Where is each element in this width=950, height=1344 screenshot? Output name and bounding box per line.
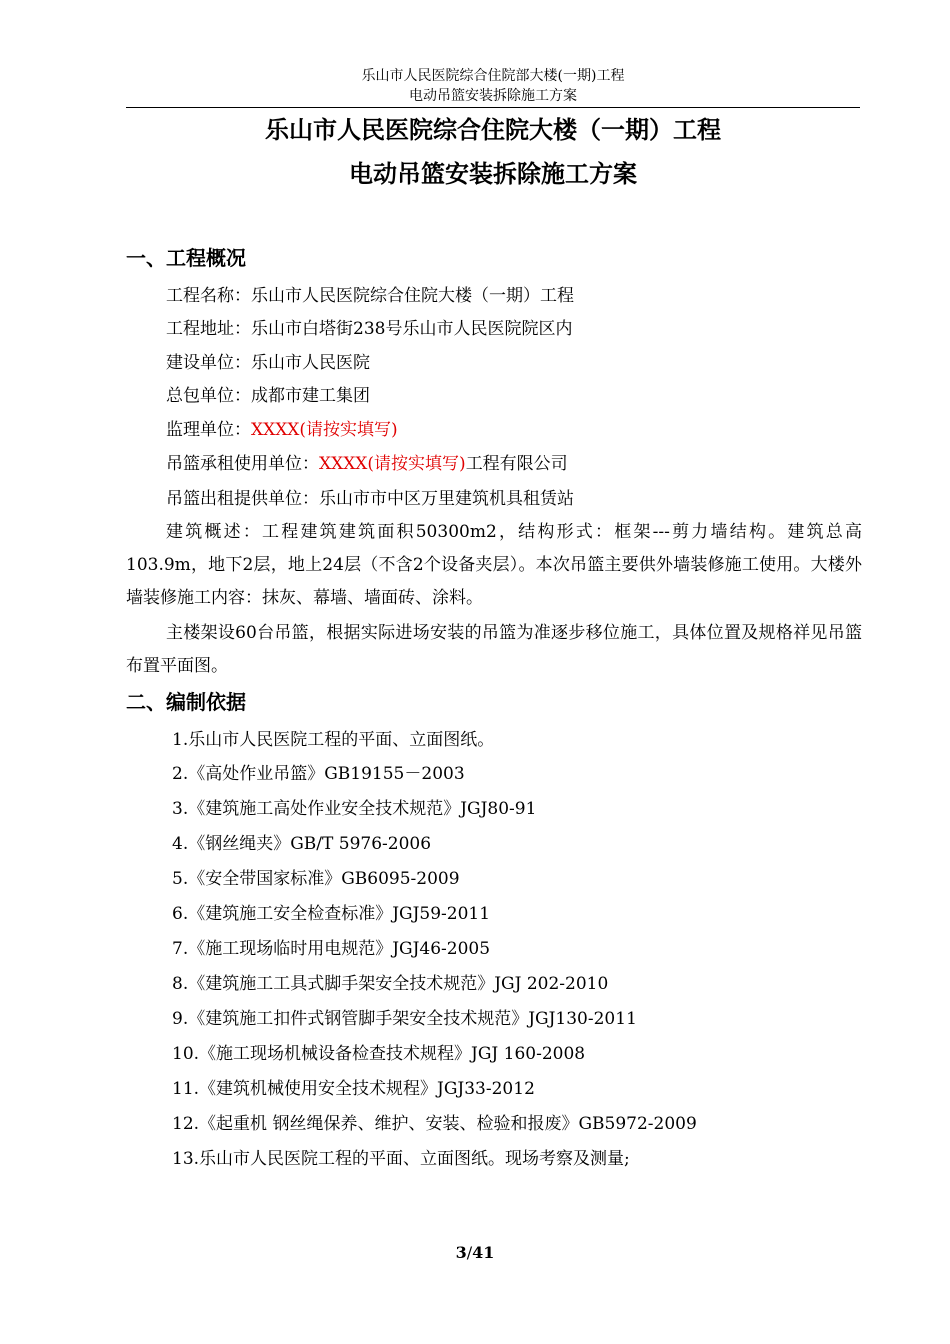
project-address: 工程地址：乐山市白塔街238号乐山市人民医院院区内	[166, 319, 573, 339]
supervisor-unit	[166, 417, 398, 443]
basis-item: 3.《建筑施工高处作业安全技术规范》JGJ80-91	[172, 799, 537, 819]
page-number	[0, 1242, 950, 1264]
running-header-project: 乐山市人民医院综合住院部大楼(一期)工程	[361, 68, 625, 84]
running-header-doc: 电动吊篮安装拆除施工方案	[409, 88, 577, 104]
basis-item: 13.乐山市人民医院工程的平面、立面图纸。现场考察及测量;	[172, 1149, 630, 1169]
basis-item: 6.《建筑施工安全检查标准》JGJ59-2011	[172, 904, 491, 924]
document-title-project: 乐山市人民医院综合住院大楼（一期）工程	[265, 116, 721, 144]
supervisor-placeholder: XXXX(请按实填写)	[251, 420, 398, 440]
basis-item: 10.《施工现场机械设备检查技术规程》JGJ 160-2008	[172, 1044, 586, 1064]
lessor-unit: 吊篮出租提供单位：乐山市市中区万里建筑机具租赁站	[166, 489, 574, 509]
header-divider	[126, 107, 860, 108]
basis-item: 1.乐山市人民医院工程的平面、立面图纸。	[172, 730, 495, 750]
general-contractor: 总包单位：成都市建工集团	[166, 386, 370, 406]
basis-item: 7.《施工现场临时用电规范》JGJ46-2005	[172, 939, 491, 959]
section-heading-overview: 一、工程概况	[126, 246, 246, 270]
project-name: 工程名称：乐山市人民医院综合住院大楼（一期）工程	[166, 286, 574, 306]
basis-item: 4.《钢丝绳夹》GB/T 5976-2006	[172, 834, 432, 854]
basket-erection-note: 主楼架设60台吊篮，根据实际进场安装的吊篮为准逐步移位施工，具体位置及规格祥见吊篮布置平面图。	[126, 623, 862, 676]
basis-item: 9.《建筑施工扣件式钢管脚手架安全技术规范》JGJ130-2011	[172, 1009, 637, 1029]
section-heading-basis: 二、编制依据	[126, 690, 246, 714]
basis-item: 2.《高处作业吊篮》GB19155－2003	[172, 764, 465, 784]
lessee-placeholder: XXXX(请按实填写)	[319, 454, 466, 474]
document-title-subject: 电动吊篮安装拆除施工方案	[349, 160, 637, 188]
owner-unit: 建设单位：乐山市人民医院	[166, 353, 370, 373]
building-overview: 建筑概述：工程建筑建筑面积50300m2，结构形式：框架---剪力墙结构。建筑总高103.9m，地下2层，地上24层（不含2个设备夹层）。本次吊篮主要供外墙装修施工使用。大楼外墙装修施工内容：抹灰、幕墙、墙面砖、涂料。	[126, 522, 862, 608]
basis-item: 12.《起重机 钢丝绳保养、维护、安装、检验和报废》GB5972-2009	[172, 1114, 697, 1134]
basis-item: 11.《建筑机械使用安全技术规程》JGJ33-2012	[172, 1079, 535, 1099]
lessee-suffix: 工程有限公司	[465, 454, 568, 474]
page-separator: /	[466, 1243, 473, 1262]
total-pages: 41	[472, 1243, 495, 1262]
running-header	[126, 66, 860, 106]
current-page: 3	[455, 1243, 467, 1262]
lessee-unit	[166, 451, 568, 477]
lessee-label: 吊篮承租使用单位：	[166, 454, 319, 474]
basis-item: 8.《建筑施工工具式脚手架安全技术规范》JGJ 202-2010	[172, 974, 609, 994]
supervisor-label: 监理单位：	[166, 420, 251, 440]
basis-item: 5.《安全带国家标准》GB6095-2009	[172, 869, 460, 889]
